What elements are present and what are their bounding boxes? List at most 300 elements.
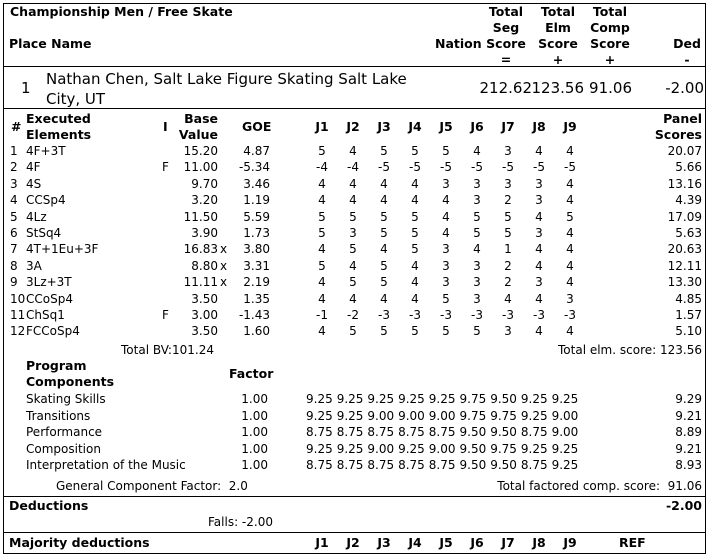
judge-score: 4 bbox=[318, 324, 326, 339]
judge-header: J2 bbox=[346, 119, 360, 134]
component-judge-score: 9.25 bbox=[520, 441, 548, 456]
judge-score: 5 bbox=[318, 209, 326, 224]
component-judge-score: 9.50 bbox=[459, 425, 487, 439]
judge-score: 4 bbox=[535, 242, 543, 257]
judge-score: 5 bbox=[411, 209, 419, 224]
judge-score: -5 bbox=[440, 160, 452, 175]
base-value-header bbox=[174, 111, 218, 143]
base-value: 11.00 bbox=[183, 160, 218, 175]
judge-header: J6 bbox=[470, 119, 484, 134]
total-seg-score-header bbox=[484, 4, 528, 68]
total-elm-value: 123.56 bbox=[660, 343, 702, 357]
judge-score: -3 bbox=[502, 308, 514, 322]
element-info: F bbox=[162, 160, 169, 175]
header-line: - bbox=[684, 52, 690, 67]
judge-score: 4 bbox=[473, 144, 481, 158]
goe-value: 1.35 bbox=[243, 291, 270, 306]
judge-score: 4 bbox=[318, 193, 326, 208]
element-number: 3 bbox=[10, 176, 18, 191]
base-value: 16.83 bbox=[183, 242, 218, 257]
component-judge-score: 8.75 bbox=[520, 458, 548, 472]
ref-header: REF bbox=[619, 535, 646, 550]
element-row bbox=[0, 192, 710, 208]
judge-score: 3 bbox=[566, 291, 574, 306]
header-line: Ded bbox=[673, 36, 701, 51]
judge-score: -3 bbox=[440, 308, 452, 322]
judge-header: J8 bbox=[532, 119, 546, 134]
factored-comp-value: 91.06 bbox=[667, 479, 702, 493]
judge-score: 3 bbox=[442, 258, 450, 273]
total-comp-score-header bbox=[588, 4, 632, 68]
component-judge-score: 9.25 bbox=[398, 441, 425, 456]
goe-header: GOE bbox=[242, 119, 272, 134]
judge-header: J3 bbox=[377, 119, 391, 134]
component-judge-score: 8.75 bbox=[306, 425, 333, 439]
total-seg-score: 212.62 bbox=[479, 79, 532, 97]
element-number: 7 bbox=[10, 242, 18, 257]
component-judge-score: 9.00 bbox=[551, 408, 579, 423]
judge-score: 4 bbox=[535, 144, 543, 158]
judge-score: 3 bbox=[535, 193, 543, 208]
judge-score: 4 bbox=[380, 242, 388, 257]
element-name: 3Lz+3T bbox=[26, 275, 72, 290]
component-row bbox=[0, 408, 710, 424]
majority-judge-header: J6 bbox=[470, 535, 484, 550]
judge-score: 4 bbox=[411, 193, 419, 208]
judge-score: 3 bbox=[473, 258, 481, 273]
majority-judge-header: J2 bbox=[346, 535, 360, 550]
judge-score: 3 bbox=[473, 291, 481, 306]
judge-score: 4 bbox=[411, 258, 419, 273]
element-name: 4T+1Eu+3F bbox=[26, 242, 99, 257]
late-bonus-marker: x bbox=[220, 242, 228, 257]
element-number: 5 bbox=[10, 209, 18, 224]
judge-score: -5 bbox=[533, 160, 545, 175]
judge-score: 4 bbox=[535, 324, 543, 339]
judge-score: 5 bbox=[473, 209, 481, 224]
component-judge-score: 8.75 bbox=[398, 458, 425, 472]
component-factor: 1.00 bbox=[241, 408, 268, 423]
total-comp-score: 91.06 bbox=[589, 79, 632, 97]
general-component-factor bbox=[56, 479, 248, 493]
judge-score: 5 bbox=[442, 144, 450, 158]
element-number: 12 bbox=[10, 324, 26, 339]
judge-score: 5 bbox=[473, 324, 481, 339]
total-elm-score-summary bbox=[520, 343, 702, 357]
component-name: Interpretation of the Music bbox=[26, 458, 186, 472]
component-judge-score: 8.75 bbox=[367, 425, 395, 439]
total-elm-score: 123.56 bbox=[531, 79, 584, 97]
skater-place: 1 bbox=[21, 79, 31, 97]
goe-value: 1.19 bbox=[243, 193, 270, 208]
deductions-label: Deductions bbox=[9, 498, 89, 513]
element-row bbox=[0, 291, 710, 307]
component-judge-score: 9.00 bbox=[398, 408, 425, 423]
component-row bbox=[0, 424, 710, 440]
component-judge-score: 9.25 bbox=[367, 392, 395, 406]
judge-score: 5 bbox=[411, 324, 419, 339]
element-number: 8 bbox=[10, 258, 18, 273]
judge-score: 3 bbox=[535, 176, 543, 191]
header-line: Total bbox=[540, 4, 576, 19]
total-elm-label: Total elm. score: bbox=[558, 343, 657, 357]
falls-deduction: Falls: -2.00 bbox=[208, 515, 273, 529]
judge-score: 3 bbox=[473, 193, 481, 208]
judge-header: J1 bbox=[315, 119, 329, 134]
component-judge-score: 9.25 bbox=[306, 408, 333, 423]
element-name: 3A bbox=[26, 258, 42, 273]
component-factor: 1.00 bbox=[241, 458, 268, 472]
divider bbox=[4, 66, 705, 67]
place-name-header: Place Name bbox=[9, 36, 92, 51]
header-line: Program bbox=[26, 358, 87, 373]
panel-score: 4.39 bbox=[675, 193, 702, 208]
judge-score: -5 bbox=[471, 160, 483, 175]
element-name: FCCoSp4 bbox=[26, 324, 80, 339]
header-line: Score bbox=[538, 36, 578, 51]
component-judge-score: 8.75 bbox=[398, 425, 425, 439]
element-info: F bbox=[162, 308, 169, 322]
base-value: 15.20 bbox=[183, 144, 218, 158]
component-judge-score: 9.25 bbox=[306, 392, 333, 406]
component-judge-score: 9.50 bbox=[490, 458, 517, 472]
element-number: 9 bbox=[10, 275, 18, 290]
component-judge-score: 8.75 bbox=[306, 458, 333, 472]
judge-score: 5 bbox=[411, 226, 419, 240]
component-judge-score: 9.00 bbox=[428, 441, 456, 456]
majority-judge-header: J1 bbox=[315, 535, 329, 550]
component-judge-score: 9.25 bbox=[306, 441, 333, 456]
judge-header: J9 bbox=[563, 119, 577, 134]
judge-score: 3 bbox=[473, 275, 481, 290]
judge-score: 5 bbox=[504, 209, 512, 224]
base-value: 3.50 bbox=[191, 291, 218, 306]
component-judge-score: 9.75 bbox=[459, 392, 487, 406]
base-value: 11.50 bbox=[183, 209, 218, 224]
judge-score: 4 bbox=[566, 176, 574, 191]
base-value: 8.80 bbox=[191, 258, 218, 273]
judge-score: 4 bbox=[566, 275, 574, 290]
judge-score: -3 bbox=[533, 308, 545, 322]
judge-header: J5 bbox=[439, 119, 453, 134]
goe-value: 1.60 bbox=[243, 324, 270, 339]
judge-score: 5 bbox=[349, 324, 357, 339]
element-row bbox=[0, 159, 710, 175]
judge-score: 2 bbox=[504, 275, 512, 290]
component-judge-score: 9.25 bbox=[520, 392, 548, 406]
judge-score: 3 bbox=[442, 176, 450, 191]
judge-score: -5 bbox=[502, 160, 514, 175]
judge-score: 5 bbox=[349, 275, 357, 290]
component-judge-score: 9.50 bbox=[490, 425, 517, 439]
component-judge-score: 9.50 bbox=[490, 392, 517, 406]
judge-score: -3 bbox=[471, 308, 483, 322]
component-judge-score: 9.00 bbox=[428, 408, 456, 423]
header-line: Panel bbox=[663, 111, 702, 126]
component-panel-score: 9.21 bbox=[675, 441, 702, 456]
judge-score: -5 bbox=[564, 160, 576, 175]
component-factor: 1.00 bbox=[241, 392, 268, 406]
component-judge-score: 9.25 bbox=[336, 408, 364, 423]
judge-score: 4 bbox=[349, 258, 357, 273]
panel-score: 5.66 bbox=[675, 160, 702, 175]
base-value: 11.11 bbox=[183, 275, 218, 290]
goe-value: -1.43 bbox=[238, 308, 270, 322]
deductions-value: -2.00 bbox=[665, 498, 702, 513]
element-number: 4 bbox=[10, 193, 18, 208]
judge-score: -3 bbox=[564, 308, 576, 322]
element-name: 4F+3T bbox=[26, 144, 66, 158]
element-number: 2 bbox=[10, 160, 18, 175]
panel-scores-header bbox=[650, 111, 702, 143]
element-row bbox=[0, 307, 710, 323]
judge-score: 4 bbox=[411, 176, 419, 191]
panel-score: 17.09 bbox=[667, 209, 702, 224]
judge-header: J7 bbox=[501, 119, 515, 134]
judge-score: 2 bbox=[504, 193, 512, 208]
element-number: 11 bbox=[10, 308, 26, 322]
executed-elements-header bbox=[26, 111, 91, 143]
goe-value: -5.34 bbox=[238, 160, 270, 175]
component-judge-score: 8.75 bbox=[520, 425, 548, 439]
header-line: Scores bbox=[654, 127, 702, 142]
component-name: Skating Skills bbox=[26, 392, 106, 406]
panel-score: 12.11 bbox=[667, 258, 702, 273]
late-bonus-marker: x bbox=[220, 258, 228, 273]
judge-score: 4 bbox=[566, 144, 574, 158]
component-judge-score: 8.75 bbox=[428, 425, 456, 439]
judge-score: 4 bbox=[349, 176, 357, 191]
divider bbox=[4, 532, 705, 533]
component-row bbox=[0, 441, 710, 457]
judge-score: 4 bbox=[411, 275, 419, 290]
header-line: + bbox=[552, 52, 564, 67]
judge-score: 4 bbox=[380, 291, 388, 306]
majority-judge-header: J9 bbox=[563, 535, 577, 550]
header-line: Elm bbox=[545, 20, 571, 35]
element-name: CCoSp4 bbox=[26, 291, 73, 306]
skater-name-line: Nathan Chen, Salt Lake Figure Skating Salt Lake bbox=[46, 70, 407, 88]
judge-score: 5 bbox=[349, 242, 357, 257]
header-line: Elements bbox=[26, 127, 92, 142]
judge-score: 3 bbox=[535, 226, 543, 240]
late-bonus-marker: x bbox=[220, 275, 228, 290]
judge-score: 4 bbox=[566, 193, 574, 208]
judge-score: -5 bbox=[378, 160, 390, 175]
component-judge-score: 8.75 bbox=[336, 425, 364, 439]
element-row bbox=[0, 241, 710, 257]
judge-score: 4 bbox=[442, 209, 450, 224]
judge-score: 5 bbox=[349, 209, 357, 224]
judge-score: 3 bbox=[504, 324, 512, 339]
component-judge-score: 8.75 bbox=[428, 458, 456, 472]
element-number: 1 bbox=[10, 144, 18, 158]
goe-value: 4.87 bbox=[243, 144, 270, 158]
judge-score: 3 bbox=[473, 176, 481, 191]
judge-score: 4 bbox=[318, 242, 326, 257]
judge-score: 4 bbox=[566, 324, 574, 339]
base-value: 3.20 bbox=[191, 193, 218, 208]
majority-judge-header: J8 bbox=[532, 535, 546, 550]
total-bv-label: Total BV: bbox=[121, 343, 172, 357]
skater-name-line: City, UT bbox=[46, 90, 106, 108]
component-judge-score: 9.00 bbox=[551, 425, 579, 439]
judge-score: 5 bbox=[380, 258, 388, 273]
judge-score: 4 bbox=[380, 176, 388, 191]
goe-value: 3.31 bbox=[243, 258, 270, 273]
goe-value: 1.73 bbox=[243, 226, 270, 240]
divider bbox=[4, 496, 705, 497]
component-panel-score: 8.93 bbox=[675, 458, 702, 472]
panel-score: 4.85 bbox=[675, 291, 702, 306]
element-name: CCSp4 bbox=[26, 193, 66, 208]
element-name: StSq4 bbox=[26, 226, 62, 240]
header-line: Comp bbox=[590, 20, 630, 35]
judge-score: 4 bbox=[535, 291, 543, 306]
component-judge-score: 9.25 bbox=[551, 458, 579, 472]
judge-score: 4 bbox=[535, 209, 543, 224]
component-factor: 1.00 bbox=[241, 425, 268, 439]
judge-score: 4 bbox=[566, 226, 574, 240]
component-judge-score: 9.00 bbox=[367, 408, 395, 423]
judge-score: 1 bbox=[504, 242, 512, 257]
panel-score: 13.30 bbox=[667, 275, 702, 290]
component-name: Transitions bbox=[26, 408, 91, 423]
goe-value: 2.19 bbox=[243, 275, 270, 290]
judge-score: -5 bbox=[409, 160, 421, 175]
component-factor-label: General Component Factor: bbox=[56, 479, 222, 493]
judge-score: 5 bbox=[411, 242, 419, 257]
component-judge-score: 8.75 bbox=[336, 458, 364, 472]
judge-score: 5 bbox=[380, 226, 388, 240]
majority-deductions-label: Majority deductions bbox=[9, 535, 150, 550]
element-number: 10 bbox=[10, 291, 26, 306]
component-judge-score: 9.25 bbox=[428, 392, 456, 406]
judge-score: 5 bbox=[504, 226, 512, 240]
judge-score: 3 bbox=[442, 242, 450, 257]
judge-score: 4 bbox=[318, 291, 326, 306]
component-judge-score: 9.25 bbox=[520, 408, 548, 423]
goe-value: 3.80 bbox=[243, 242, 270, 257]
judge-score: 3 bbox=[504, 176, 512, 191]
header-line: Base bbox=[184, 111, 218, 126]
component-judge-score: 9.50 bbox=[459, 458, 487, 472]
header-line: Total bbox=[488, 4, 524, 19]
judge-score: 5 bbox=[442, 291, 450, 306]
judge-score: 5 bbox=[380, 275, 388, 290]
judge-score: 4 bbox=[442, 226, 450, 240]
header-line: Seg bbox=[492, 20, 520, 35]
judge-score: 5 bbox=[380, 144, 388, 158]
total-deductions: -2.00 bbox=[665, 79, 704, 97]
component-panel-score: 8.89 bbox=[675, 425, 702, 439]
component-judge-score: 9.25 bbox=[551, 441, 579, 456]
total-elm-score-header bbox=[536, 4, 580, 68]
component-name: Performance bbox=[26, 425, 103, 439]
element-row bbox=[0, 258, 710, 274]
element-number: 6 bbox=[10, 226, 18, 240]
judge-score: 4 bbox=[380, 193, 388, 208]
goe-value: 3.46 bbox=[243, 176, 270, 191]
deductions-header bbox=[670, 36, 704, 68]
judge-score: 4 bbox=[411, 291, 419, 306]
panel-score: 20.63 bbox=[667, 242, 702, 257]
judge-score: -3 bbox=[378, 308, 390, 322]
base-value: 9.70 bbox=[191, 176, 218, 191]
judge-score: -1 bbox=[316, 308, 328, 322]
factored-comp-label: Total factored comp. score: bbox=[497, 479, 660, 493]
event-title: Championship Men / Free Skate bbox=[10, 4, 233, 19]
panel-score: 5.10 bbox=[675, 324, 702, 339]
element-row bbox=[0, 225, 710, 241]
base-value: 3.90 bbox=[191, 226, 218, 240]
judge-score: 5 bbox=[380, 324, 388, 339]
component-judge-score: 8.75 bbox=[367, 458, 395, 472]
base-value: 3.00 bbox=[191, 308, 218, 322]
judge-score: 5 bbox=[380, 209, 388, 224]
panel-score: 5.63 bbox=[675, 226, 702, 240]
judge-score: 3 bbox=[535, 275, 543, 290]
factor-header: Factor bbox=[229, 366, 274, 381]
panel-score: 13.16 bbox=[667, 176, 702, 191]
component-judge-score: 9.00 bbox=[367, 441, 395, 456]
element-row bbox=[0, 209, 710, 225]
judge-score: 3 bbox=[349, 226, 357, 240]
component-judge-score: 9.25 bbox=[551, 392, 579, 406]
total-bv-value: 101.24 bbox=[171, 343, 214, 357]
component-judge-score: 9.75 bbox=[490, 408, 517, 423]
element-name: 4Lz bbox=[26, 209, 47, 224]
header-line: + bbox=[604, 52, 616, 67]
divider bbox=[4, 108, 705, 109]
judge-score: 4 bbox=[473, 242, 481, 257]
element-number-header: # bbox=[11, 119, 22, 134]
header-line: Total bbox=[592, 4, 628, 19]
component-factor: 1.00 bbox=[241, 441, 268, 456]
component-row bbox=[0, 457, 710, 473]
judge-score: 2 bbox=[504, 258, 512, 273]
judge-score: 5 bbox=[318, 258, 326, 273]
judge-score: 5 bbox=[442, 324, 450, 339]
nation-header: Nation bbox=[435, 36, 482, 51]
header-line: Score bbox=[486, 36, 526, 51]
judge-score: 4 bbox=[349, 291, 357, 306]
majority-judge-header: J4 bbox=[408, 535, 422, 550]
judge-score: -4 bbox=[347, 160, 359, 175]
base-value: 3.50 bbox=[191, 324, 218, 339]
judge-score: 5 bbox=[318, 144, 326, 158]
total-bv bbox=[121, 343, 214, 357]
judge-score: 4 bbox=[504, 291, 512, 306]
element-row bbox=[0, 176, 710, 192]
header-line: = bbox=[500, 52, 512, 67]
judge-score: 4 bbox=[349, 144, 357, 158]
judge-score: 4 bbox=[318, 275, 326, 290]
header-line: Score bbox=[590, 36, 630, 51]
judge-score: 4 bbox=[318, 176, 326, 191]
judge-score: -3 bbox=[409, 308, 421, 322]
component-name: Composition bbox=[26, 441, 101, 456]
judge-score: -4 bbox=[316, 160, 328, 175]
panel-score: 1.57 bbox=[675, 308, 702, 322]
component-row bbox=[0, 391, 710, 407]
judge-score: 4 bbox=[566, 258, 574, 273]
majority-judge-header: J7 bbox=[501, 535, 515, 550]
component-panel-score: 9.29 bbox=[675, 392, 702, 406]
component-judge-score: 9.50 bbox=[459, 441, 487, 456]
component-judge-score: 9.25 bbox=[336, 441, 364, 456]
judge-score: 5 bbox=[566, 209, 574, 224]
